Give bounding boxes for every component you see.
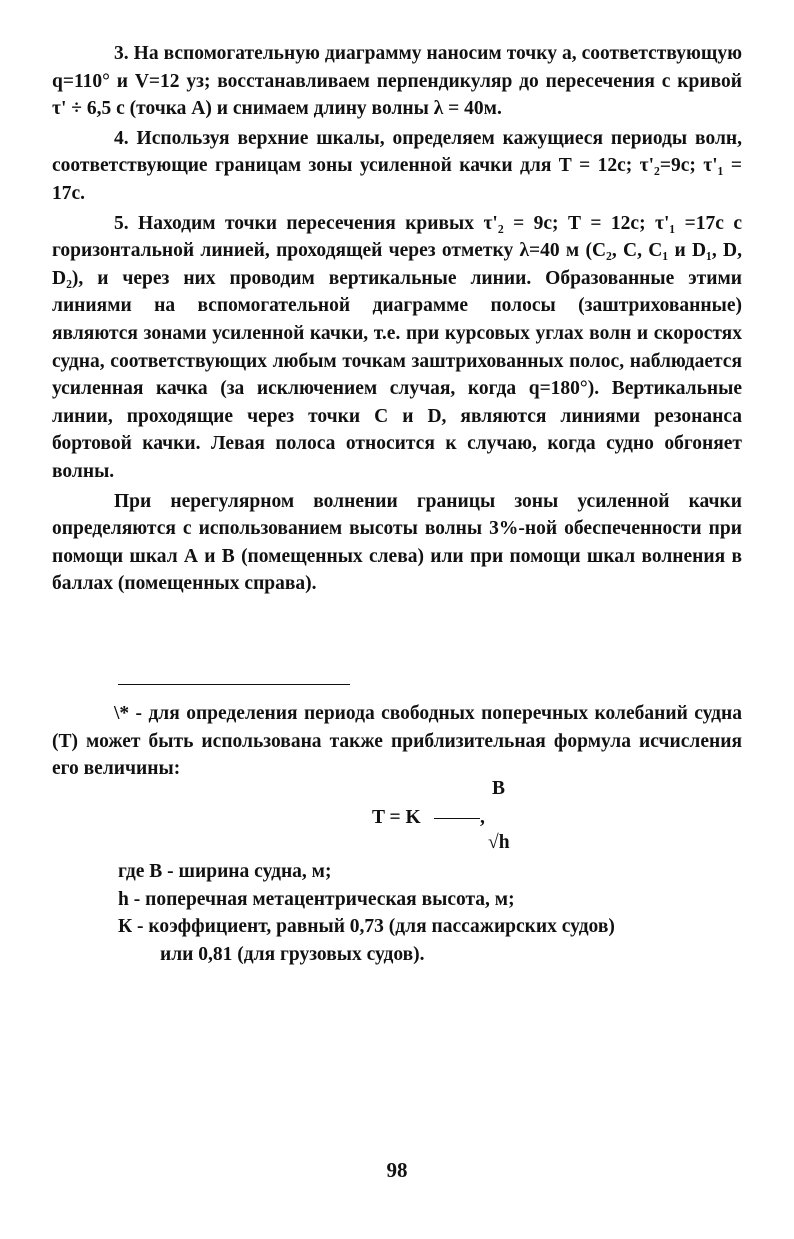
footnote-text: \* - для определения периода свободных поперечных колебаний судна (Т) может быть использована также приблизительная формула исчисления его величины:	[52, 703, 742, 780]
formula-numerator: B	[492, 778, 506, 799]
formula-definitions	[118, 858, 718, 968]
footnote	[52, 700, 742, 785]
definition-b: где В - ширина судна, м;	[118, 861, 332, 882]
formula-denominator: √h	[488, 832, 510, 853]
definition-h: h - поперечная метацентрическая высота, м;	[118, 888, 515, 910]
formula-fraction-bar	[434, 818, 480, 819]
formula-lhs: T = K	[372, 807, 421, 828]
page-number: 98	[386, 1158, 408, 1182]
paragraph-irregular-waves: При нерегулярном волнении границы зоны усиленной качки определяются с использованием высоты волны 3%-ной обеспеченности при помощи шкал А и В (помещенных слева) или при помощи шкал волнения в баллах (помещенных справа).	[52, 490, 742, 595]
formula-comma: ,	[480, 807, 485, 828]
definition-k-continued: или 0,81 (для грузовых судов).	[160, 943, 425, 965]
definition-k: К - коэффициент, равный 0,73 (для пассажирских судов)	[118, 916, 615, 938]
paragraph-step-5: 5. Находим точки пересечения кривых τ'₂ = 9с; Т = 12с; τ'₁ =17с с горизонтальной линией, проходящей через отметку λ=40 м (C₂, C, C₁ и D₁, D, D₂), и через них проводим вертикальные линии. Образованные этими линиями на вспомогательной диаграмме полосы (заштрихованные) являются зонами усиленной качки, т.е. при курсовых углах волн и скоростях судна, соответствующих любым точкам заштрихованных полос, наблюдается усиленная качка (за исключением случая, когда q=180°). Вертикальные линии, проходящие через точки С и D, являются линиями резонанса бортовой качки. Левая полоса относится к случаю, когда судно обгоняет волны.	[52, 212, 742, 482]
paragraph-step-3: 3. На вспомогательную диаграмму наносим точку а, соответствующую q=110° и V=12 уз; восстанавливаем перпендикуляр до пересечения с кривой τ' ÷ 6,5 с (точка А) и снимаем длину волны λ = 40м.	[52, 43, 742, 120]
period-formula	[372, 778, 532, 858]
body-text	[52, 40, 742, 598]
paragraph-step-4: 4. Используя верхние шкалы, определяем кажущиеся периоды волн, соответствующие границам зоны усиленной качки для Т = 12с; τ'₂=9с; τ'₁ = 17с.	[52, 127, 742, 204]
footnote-divider	[118, 684, 350, 685]
